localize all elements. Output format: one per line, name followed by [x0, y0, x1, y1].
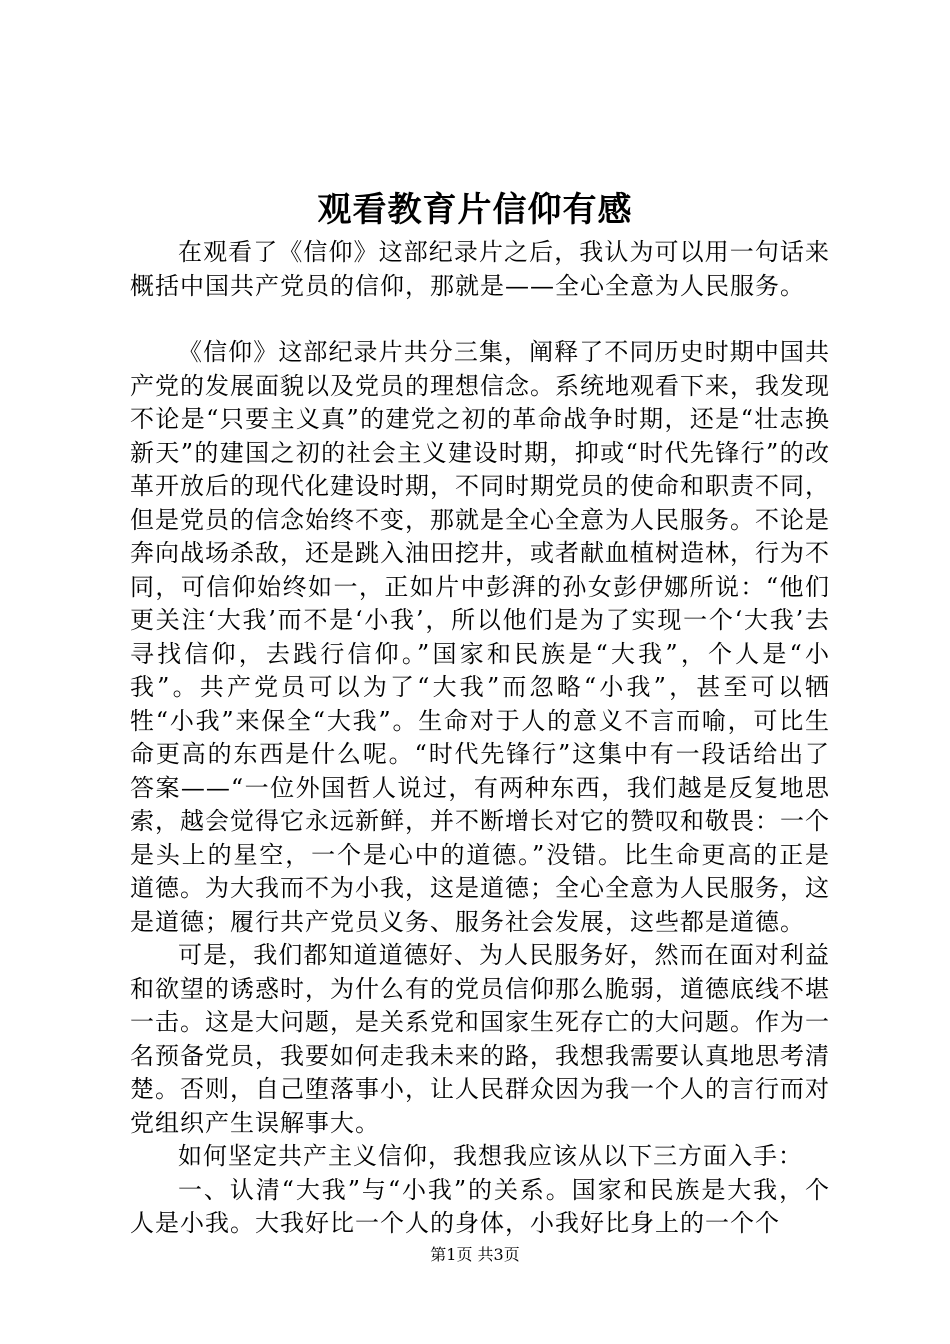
document-body — [130, 236, 830, 1241]
paragraph-approach: 如何坚定共产主义信仰，我想我应该从以下三方面入手： — [178, 1142, 803, 1170]
paragraph-question: 可是，我们都知道道德好、为人民服务好，然而在面对利益和欲望的诱惑时，为什么有的党员信仰那么脆弱，道德底线不堪一击。这是大问题，是关系党和国家生死存亡的大问题。作为一名预备党员，我要如何走我未来的路，我想我需要认真地思考清楚。否则，自己堕落事小，让人民群众因为我一个人的言行而对党组织产生误解事大。 — [130, 941, 830, 1137]
document-title: 观看教育片信仰有感 — [317, 190, 633, 230]
page-footer: 第1页 共3页 — [430, 1245, 520, 1264]
paragraph-intro: 在观看了《信仰》这部纪录片之后，我认为可以用一句话来概括中国共产党员的信仰，那就是——全心全意为人民服务。 — [130, 238, 830, 300]
paragraph-point-one: 一、认清“大我”与“小我”的关系。国家和民族是大我，个人是小我。大我好比一个人的身体，小我好比身上的一个个 — [130, 1175, 830, 1237]
paragraph-summary: 《信仰》这部纪录片共分三集，阐释了不同历史时期中国共产党的发展面貌以及党员的理想信念。系统地观看下来，我发现不论是“只要主义真”的建党之初的革命战争时期，还是“壮志换新天”的建国之初的社会主义建设时期，抑或“时代先锋行”的改革开放后的现代化建设时期，不同时期党员的使命和职责不同，但是党员的信念始终不变，那就是全心全意为人民服务。不论是奔向战场杀敌，还是跳入油田挖井，或者献血植树造林，行为不同，可信仰始终如一，正如片中彭湃的孙女彭伊娜所说：“他们更关注‘大我’而不是‘小我’，所以他们是为了实现一个‘大我’去寻找信仰，去践行信仰。”国家和民族是“大我”，个人是“小我”。共产党员可以为了“大我”而忽略“小我”，甚至可以牺牲“小我”来保全“大我”。生命对于人的意义不言而喻，可比生命更高的东西是什么呢。“时代先锋行”这集中有一段话给出了答案——“一位外国哲人说过，有两种东西，我们越是反复地思索，越会觉得它永远新鲜，并不断增长对它的赞叹和敬畏：一个是头上的星空，一个是心中的道德。”没错。比生命更高的正是道德。为大我而不为小我，这是道德；全心全意为人民服务，这是道德；履行共产党员义务、服务社会发展，这些都是道德。 — [130, 338, 830, 936]
